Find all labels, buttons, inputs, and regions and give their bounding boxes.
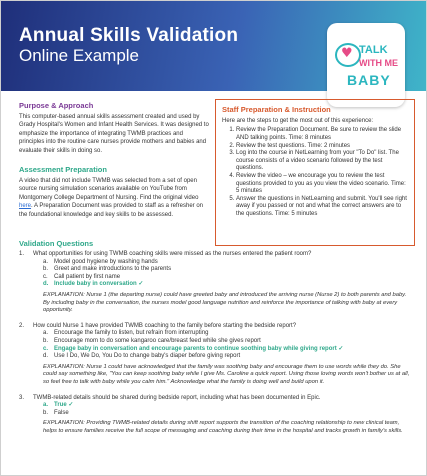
assessment-heading: Assessment Preparation xyxy=(19,165,107,175)
option-text: Greet and make introductions to the parents xyxy=(54,266,172,273)
option-letter: a. xyxy=(43,402,49,409)
staff-intro: Here are the steps to get the most out of this experience: xyxy=(222,118,374,124)
explanation-text: EXPLANATION: Nurse 1 (the departing nurse) could have greeted baby and introduced the arriving nurse (Nurse 2) to both parents and baby. By including baby in the conversation, the nurses model good language nutrition and reinforce the importance of talking with baby at every opportunity. xyxy=(43,291,407,314)
staff-step: 5. Answer the questions in NetLearning and submit. You'll see right away if you passed or not and what the correct answers are to the questions. Time: 5 minutes xyxy=(236,196,408,219)
option-text: Encourage mom to do some kangaroo care/breast feed while she gives report xyxy=(54,337,261,344)
answer-option[interactable] xyxy=(43,266,414,274)
option-letter: b. xyxy=(43,409,49,416)
option-letter: d. xyxy=(43,281,49,288)
question-text xyxy=(19,323,414,331)
question-number: 2. xyxy=(19,322,25,329)
logo-talk-text: TALK xyxy=(359,44,388,56)
answer-option-correct[interactable] xyxy=(43,346,414,354)
answer-options xyxy=(19,330,414,360)
assessment-text xyxy=(19,177,209,219)
option-text: Model good hygiene by washing hands xyxy=(54,258,158,265)
answer-option-correct[interactable] xyxy=(43,281,414,289)
option-text: Engage baby in conversation and encourage parents to continue soothing baby while giving report ✓ xyxy=(54,345,344,352)
question-stem: What opportunities for using TWMB coaching skills were missed as the nurses entered the patient room? xyxy=(33,251,312,257)
question xyxy=(19,251,414,315)
explanation-text: EXPLANATION: Providing TWMB-related details during shift report supports the transition of the coaching relationship to new clinical team, helps to ensure families receive the full scope of messaging and coaching during their time in the hospital and tracks growth in family's skills. xyxy=(43,420,403,434)
option-letter: a. xyxy=(43,330,49,337)
question-text xyxy=(19,395,414,403)
page-title: Annual Skills Validation xyxy=(19,25,239,46)
answer-option[interactable] xyxy=(43,274,414,282)
assessment-text-part1: A video that did not include TWMB was selected from a set of open source nursing simulation scenarios available on YouTube from Montgomery College Department of Nursing. Find the original video xyxy=(19,178,199,201)
page-subtitle: Online Example xyxy=(19,46,140,65)
option-letter: c. xyxy=(43,345,49,352)
purpose-text: This computer-based annual skills assessment created and used by Grady Hospital's Women and Infant Health Services. It was designed to emphasize the importance of integrating TWMB practices and principles into the routine care nurses provide mothers and babies and evaluate their skills in doing so. xyxy=(19,114,209,154)
explanation-text: EXPLANATION: Nurse 1 could have acknowledged that the family was soothing baby and encourage them to use words while they do. She could say something like, "You can keep soothing baby while I give Ms. Caroline a quick report. Using those loving words won't bother us at all, so feel free to talk with baby while you calm him." Acknowledge what the family is doing well and build upon it. xyxy=(43,363,410,385)
staff-steps-list xyxy=(222,127,408,218)
left-column xyxy=(19,101,209,219)
purpose-heading: Purpose & Approach xyxy=(19,101,94,110)
header-banner xyxy=(1,1,427,91)
validation-questions-section xyxy=(19,239,414,435)
staff-preparation-box xyxy=(215,99,415,246)
answer-option[interactable] xyxy=(43,353,414,361)
staff-step: 4. Review the video – we encourage you to review the test questions provided to you as you view the video scenario. Time: 5 minutes xyxy=(236,173,408,196)
assessment-text-part2: . A Preparation Document was provided to staff as a refresher on the foundational knowledge and key skills to be assessed. xyxy=(19,203,203,218)
heart-icon xyxy=(335,43,361,67)
staff-step: 3. Log into the course in NetLearning from your "To Do" list. The course consists of a video scenario followed by the test questions. xyxy=(236,150,408,173)
staff-step: 2. Review the test questions. Time: 2 minutes xyxy=(236,143,408,151)
logo-baby-text: BABY xyxy=(347,72,391,88)
answer-options xyxy=(19,259,414,289)
answer-option-correct[interactable] xyxy=(43,402,414,410)
answer-option[interactable] xyxy=(43,259,414,267)
staff-step: 1. Review the Preparation Document. Be sure to review the slide AND talking points. Time: 8 minutes xyxy=(236,127,408,142)
option-letter: b. xyxy=(43,266,49,273)
answer-option[interactable] xyxy=(43,338,414,346)
answer-options xyxy=(19,402,414,417)
option-text: Call patient by first name xyxy=(54,273,121,280)
talk-with-me-baby-logo xyxy=(327,23,405,107)
logo-with-me-text: WITH ME xyxy=(359,58,398,68)
option-letter: a. xyxy=(43,258,49,265)
option-letter: d. xyxy=(43,353,49,360)
option-text: False xyxy=(54,409,69,416)
validation-heading: Validation Questions xyxy=(19,239,94,248)
option-text: True ✓ xyxy=(54,402,74,409)
option-text: Include baby in conversation ✓ xyxy=(54,281,144,288)
option-text: Encourage the family to listen, but refrain from interrupting xyxy=(54,330,209,337)
option-letter: b. xyxy=(43,337,49,344)
original-video-link[interactable]: here xyxy=(19,203,32,210)
answer-option[interactable] xyxy=(43,330,414,338)
question-number: 1. xyxy=(19,251,25,257)
question-number: 3. xyxy=(19,394,25,401)
answer-option[interactable] xyxy=(43,410,414,418)
option-text: Use I Do, We Do, You Do to change baby's diaper before giving report xyxy=(54,353,241,360)
staff-heading: Staff Preparation & Instruction xyxy=(222,105,331,114)
question xyxy=(19,395,414,436)
question xyxy=(19,323,414,387)
question-text xyxy=(19,251,414,259)
question-stem: How could Nurse 1 have provided TWMB coaching to the family before starting the bedside report? xyxy=(33,322,297,329)
question-stem: TWMB-related details should be shared during bedside report, including what has been documented in Epic. xyxy=(33,394,321,401)
option-letter: c. xyxy=(43,273,48,280)
